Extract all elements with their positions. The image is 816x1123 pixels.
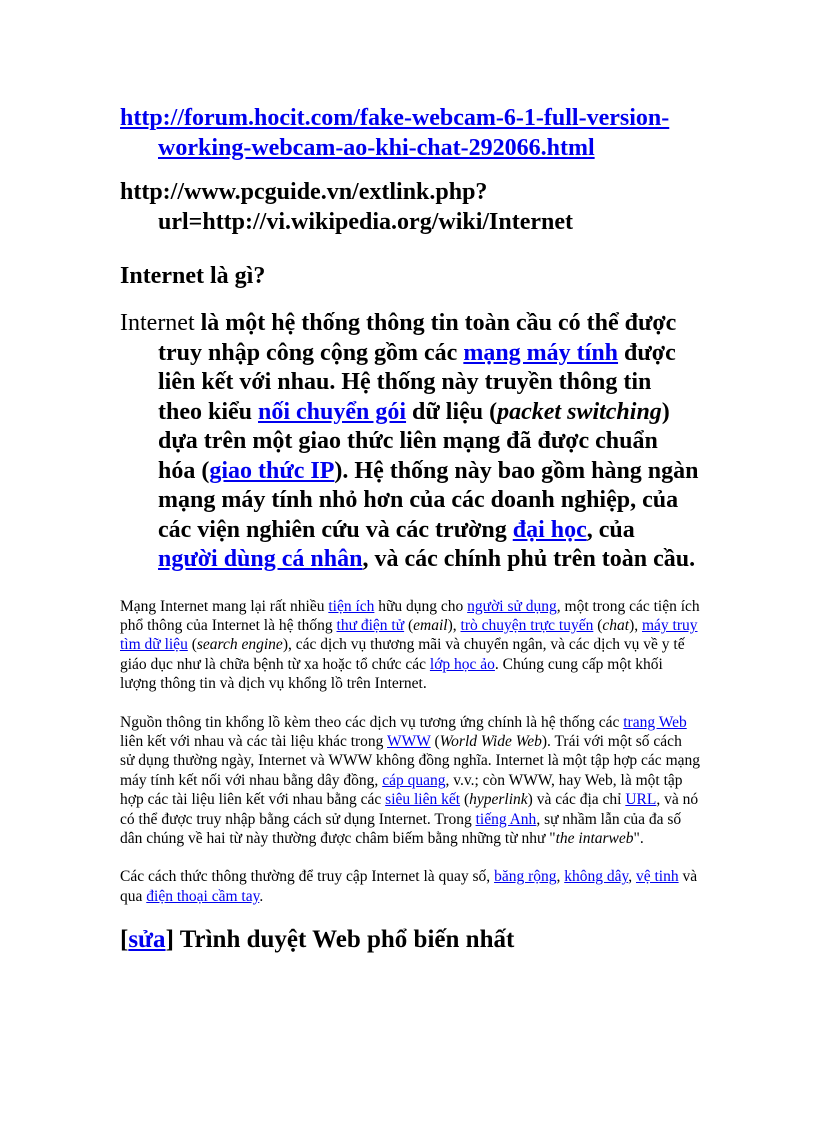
lead-text: ) dựa trên một giao thức liên mạng đã được chuẩn hóa (	[158, 398, 670, 484]
para2-text: liên kết với nhau và các tài liệu khác trong	[120, 732, 388, 750]
lead-internet-word: Internet	[120, 310, 195, 336]
link-ve-tinh[interactable]: vệ tinh	[635, 868, 679, 886]
para1-text: (	[187, 636, 197, 654]
paragraph-truy-cap	[120, 867, 700, 906]
link-thu-dien-tu[interactable]: thư điện tử	[336, 616, 405, 634]
para3-text: ,	[556, 868, 565, 886]
link-sieu-lien-ket[interactable]: siêu liên kết	[385, 791, 461, 809]
link-noi-chuyen-goi[interactable]: nối chuyển gói	[258, 398, 407, 425]
para1-italic-chat: chat	[602, 616, 630, 634]
para2-text: , và nó có thể được truy nhập bằng cách sử dụng Internet. Trong	[120, 791, 699, 828]
para3-text: ,	[628, 868, 636, 886]
para1-text: hữu dụng cho	[374, 597, 468, 615]
section-heading-trinh-duyet	[120, 925, 700, 955]
link-cap-quang[interactable]: cáp quang	[382, 771, 446, 789]
para1-text: ), các dịch vụ thương mãi và chuyển ngân, và các dịch vụ về y tế giáo dục như là chữa bệnh từ xa hoặc tổ chức các	[120, 636, 685, 673]
section-title: Trình duyệt Web phổ biến nhất	[179, 926, 515, 954]
document-content	[120, 103, 700, 955]
link-nguoi-su-dung[interactable]: người sử dụng	[467, 597, 557, 615]
para1-text: Mạng Internet mang lại rất nhiều	[120, 597, 329, 615]
url-text-pcguide-line2: url=http://vi.wikipedia.org/wiki/Internet	[158, 209, 574, 235]
para3-text: .	[259, 887, 264, 905]
para2-text: (	[430, 732, 440, 750]
lead-paragraph	[120, 309, 700, 575]
para2-text: ). Trái với một số cách sử dụng thường ngày, Internet và WWW không đồng nghĩa. Internet là một tập hợp các mạng máy tính kết nối với nhau bằng dây đồng,	[120, 732, 701, 789]
url-link-hocit-line1[interactable]: http://forum.hocit.com/fake-webcam-6-1-full-version-	[120, 105, 670, 131]
section-bracket-close: ]	[165, 926, 180, 954]
para3-text: và qua	[120, 868, 698, 905]
para2-italic-the-intarweb: the intarweb	[555, 829, 634, 847]
para2-text: , v.v.; còn WWW, hay Web, là một tập hợp các tài liệu liên kết với nhau bằng các	[120, 771, 683, 809]
link-url[interactable]: URL	[625, 791, 657, 809]
para1-text: . Chúng cung cấp một khối lượng thông tin và dịch vụ khổng lồ trên Internet.	[120, 655, 663, 693]
para2-italic-world-wide-web: World Wide Web	[439, 732, 542, 750]
para2-text: Nguồn thông tin khổng lồ kèm theo các dịch vụ tương ứng chính là hệ thống các	[120, 713, 624, 731]
lead-text: , và các chính phủ trên toàn cầu.	[362, 546, 696, 572]
section-bracket-open: [	[120, 926, 129, 954]
para1-italic-email: email	[413, 616, 448, 634]
para1-text: (	[593, 616, 603, 634]
paragraph-nguon-thong-tin	[120, 713, 700, 849]
url-text-pcguide	[120, 177, 700, 237]
link-khong-day[interactable]: không dây	[564, 868, 629, 886]
link-bang-rong[interactable]: băng rộng	[494, 868, 557, 886]
para1-text: ),	[629, 616, 642, 634]
lead-text: là một hệ thống thông tin toàn cầu có thể được truy nhập công cộng gồm các	[158, 310, 677, 366]
lead-text: được liên kết với nhau. Hệ thống này truyền thông tin theo kiểu	[158, 339, 676, 425]
lead-text: ). Hệ thống này bao gồm hàng ngàn mạng máy tính nhỏ hơn của các doanh nghiệp, của các viện nghiên cứu và các trường	[158, 457, 699, 543]
para2-text: ) và các địa chỉ	[527, 791, 626, 809]
edit-section-link[interactable]: sửa	[128, 926, 166, 954]
url-link-hocit[interactable]	[120, 103, 700, 163]
para3-text: Các cách thức thông thường để truy cập Internet là quay số,	[120, 868, 495, 886]
paragraph-tien-ich	[120, 597, 700, 694]
para1-text: , một trong các tiện ích phổ thông của Internet là hệ thống	[120, 597, 700, 634]
para2-text: ".	[633, 829, 644, 847]
lead-text: , của	[586, 516, 635, 543]
link-tro-chuyen-truc-tuyen[interactable]: trò chuyện trực tuyến	[460, 616, 594, 634]
link-nguoi-dung-ca-nhan[interactable]: người dùng cá nhân	[158, 546, 363, 572]
link-lop-hoc-ao[interactable]: lớp học ảo	[429, 655, 495, 673]
link-may-truy-tim-du-lieu[interactable]: máy truy tìm dữ liệu	[120, 616, 698, 654]
link-tieng-anh[interactable]: tiếng Anh	[475, 810, 537, 828]
para2-italic-hyperlink: hyperlink	[469, 791, 528, 809]
link-tien-ich[interactable]: tiện ích	[328, 597, 375, 615]
para2-text: , sự nhầm lẫn của đa số dân chúng về hai từ này thường được châm biếm bằng những từ như "	[120, 810, 682, 847]
link-dai-hoc[interactable]: đại học	[512, 516, 587, 543]
para1-text: ),	[447, 616, 461, 634]
link-trang-web[interactable]: trang Web	[623, 713, 687, 731]
link-giao-thuc-ip[interactable]: giao thức IP	[209, 457, 335, 484]
url-text-pcguide-line1: http://www.pcguide.vn/extlink.php?	[120, 179, 488, 205]
lead-text: dữ liệu (	[406, 398, 498, 425]
para2-text: (	[460, 791, 470, 809]
para1-italic-search-engine: search engine	[196, 636, 283, 654]
link-www[interactable]: WWW	[387, 732, 431, 750]
lead-italic-packet-switching: packet switching	[497, 398, 662, 425]
url-link-hocit-line2[interactable]: working-webcam-ao-khi-chat-292066.html	[158, 135, 595, 161]
link-mang-may-tinh[interactable]: mạng máy tính	[463, 339, 619, 366]
link-dien-thoai-cam-tay[interactable]: điện thoại cầm tay	[146, 887, 260, 905]
para1-text: (	[404, 616, 414, 634]
heading-internet-la-gi: Internet là gì?	[120, 263, 266, 289]
